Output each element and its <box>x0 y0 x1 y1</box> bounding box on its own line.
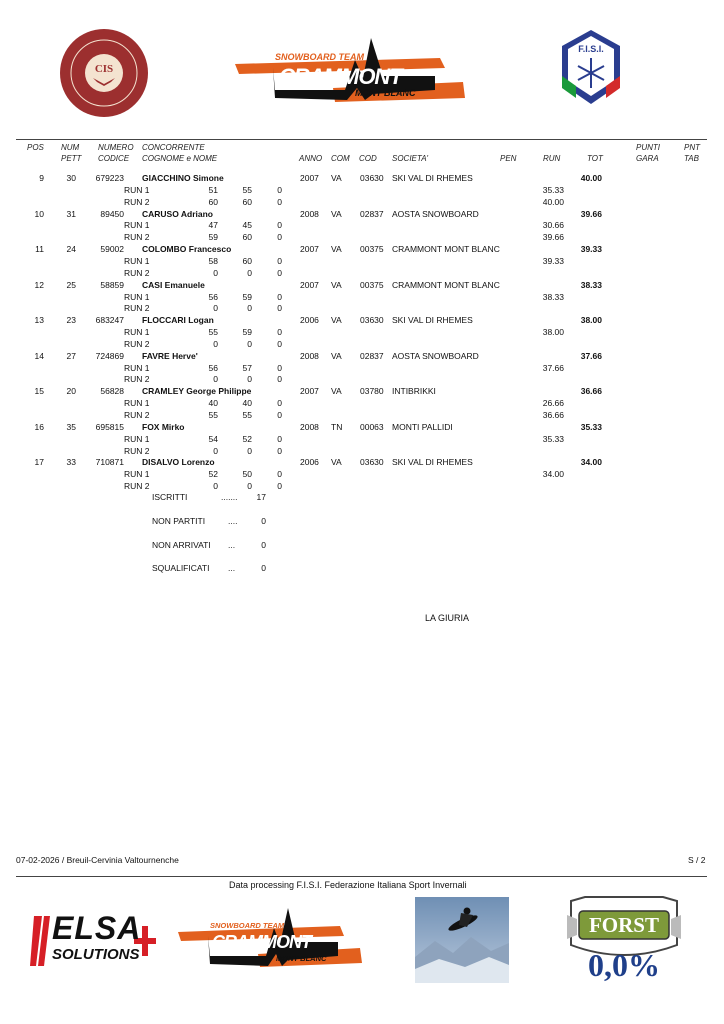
tot-cell: 38.00 <box>580 315 602 326</box>
pos-cell: 9 <box>39 173 44 183</box>
run-score-a: 51 <box>208 184 218 195</box>
forst-zero-text: 0,0% <box>588 947 660 983</box>
anno-cell: 2006 <box>300 457 319 468</box>
elsa-text: ELSA <box>52 910 142 946</box>
forst-text: FORST <box>588 913 659 937</box>
competitor-name: FLOCCARI Logan <box>142 315 214 326</box>
run-score-a: 0 <box>213 481 218 492</box>
col-pnt: PNT <box>684 143 700 152</box>
forst-logo <box>565 895 683 987</box>
pett-cell: 33 <box>66 457 76 468</box>
elsa-solutions-logo <box>30 910 158 972</box>
anno-cell: 2008 <box>300 208 319 219</box>
run-result: 39.66 <box>542 232 564 243</box>
run-label: RUN 2 <box>124 374 150 385</box>
com-cell: VA <box>331 173 342 183</box>
run-score-c: 0 <box>277 398 282 409</box>
run-score-a: 55 <box>208 410 218 420</box>
tot-cell: 34.00 <box>580 457 602 468</box>
crammont-logo-footer <box>178 908 363 970</box>
summary-value: 0 <box>261 563 266 573</box>
competitor-name: COLOMBO Francesco <box>142 244 232 255</box>
cod-cell: 03630 <box>360 315 384 326</box>
run-score-b: 57 <box>242 362 252 373</box>
pett-cell: 25 <box>66 279 76 290</box>
pett-cell: 35 <box>66 421 76 432</box>
run-score-c: 0 <box>277 327 282 338</box>
tot-cell: 38.33 <box>580 279 602 290</box>
summary-value: 0 <box>261 516 266 526</box>
run-score-a: 0 <box>213 303 218 314</box>
competitor-name: CRAMLEY George Philippe <box>142 386 252 397</box>
summary-value: 0 <box>261 540 266 550</box>
pos-cell: 14 <box>34 350 44 361</box>
societa-cell: CRAMMONT MONT BLANC <box>392 279 500 290</box>
run-score-a: 40 <box>208 398 218 409</box>
run-label: RUN 1 <box>124 362 150 373</box>
societa-cell: SKI VAL DI RHEMES <box>392 173 473 183</box>
com-cell: VA <box>331 457 342 468</box>
run-result: 34.00 <box>542 469 564 480</box>
run-label: RUN 2 <box>124 338 150 349</box>
cod-cell: 03630 <box>360 173 384 183</box>
run-score-b: 0 <box>247 445 252 456</box>
run-score-a: 52 <box>208 469 218 480</box>
pos-cell: 12 <box>34 279 44 290</box>
run-score-b: 55 <box>242 410 252 420</box>
run-score-b: 0 <box>247 338 252 349</box>
codice-cell: 679223 <box>95 173 124 183</box>
competitor-name: CARUSO Adriano <box>142 208 213 219</box>
crammont-bottom-text: MONT BLANC <box>355 88 416 98</box>
summary-dots: ... <box>228 540 236 550</box>
run-label: RUN 1 <box>124 433 150 444</box>
codice-cell: 683247 <box>95 315 124 326</box>
com-cell: VA <box>331 315 342 326</box>
anno-cell: 2008 <box>300 350 319 361</box>
tot-cell: 36.66 <box>580 386 602 397</box>
solutions-text: SOLUTIONS <box>52 946 140 963</box>
tot-cell: 39.33 <box>580 244 602 255</box>
run-score-a: 47 <box>208 220 218 231</box>
run-label: RUN 1 <box>124 327 150 338</box>
run-score-c: 0 <box>277 303 282 314</box>
codice-cell: 59002 <box>100 244 124 255</box>
snowboarder-photo <box>415 897 509 983</box>
run-label: RUN 1 <box>124 469 150 480</box>
run-score-c: 0 <box>277 255 282 266</box>
giuria-label: LA GIURIA <box>425 613 470 623</box>
col-com: COM <box>331 154 350 163</box>
pett-cell: 30 <box>66 173 76 183</box>
societa-cell: AOSTA SNOWBOARD <box>392 208 479 219</box>
run-score-b: 50 <box>242 469 252 480</box>
run-score-b: 0 <box>247 303 252 314</box>
pos-cell: 11 <box>35 244 44 255</box>
societa-cell: CRAMMONT MONT BLANC <box>392 244 500 255</box>
run-result: 40.00 <box>542 196 564 207</box>
run-score-b: 40 <box>242 398 252 409</box>
com-cell: TN <box>331 421 343 432</box>
competitor-name: GIACCHINO Simone <box>142 173 224 183</box>
run-result: 36.66 <box>542 410 564 420</box>
run-score-c: 0 <box>277 481 282 492</box>
run-score-b: 59 <box>242 291 252 302</box>
col-pen: PEN <box>500 154 517 163</box>
col-run: RUN <box>543 154 561 163</box>
run-score-a: 0 <box>213 374 218 385</box>
run-label: RUN 1 <box>124 184 150 195</box>
anno-cell: 2007 <box>300 386 319 397</box>
crammont-footer-main: CRAMMONT <box>212 932 311 952</box>
crammont-footer-top: SNOWBOARD TEAM <box>210 921 285 930</box>
summary-label: NON ARRIVATI <box>152 540 211 550</box>
run-score-c: 0 <box>277 445 282 456</box>
cod-cell: 00063 <box>360 421 384 432</box>
col-num: NUM <box>61 143 80 152</box>
codice-cell: 710871 <box>95 457 124 468</box>
col-pett: PETT <box>61 154 82 163</box>
run-score-c: 0 <box>277 374 282 385</box>
run-label: RUN 2 <box>124 196 150 207</box>
summary-label: NON PARTITI <box>152 516 206 526</box>
footer-rule <box>16 876 707 877</box>
cod-cell: 03780 <box>360 386 384 397</box>
com-cell: VA <box>331 244 342 255</box>
anno-cell: 2007 <box>300 279 319 290</box>
codice-cell: 56828 <box>100 386 124 397</box>
run-score-c: 0 <box>277 184 282 195</box>
col-concorrente: CONCORRENTE <box>142 143 205 152</box>
run-score-c: 0 <box>277 338 282 349</box>
run-score-c: 0 <box>277 220 282 231</box>
pett-cell: 27 <box>66 350 76 361</box>
com-cell: VA <box>331 208 342 219</box>
run-score-b: 59 <box>242 327 252 338</box>
run-label: RUN 1 <box>124 220 150 231</box>
cod-cell: 00375 <box>360 279 384 290</box>
pos-cell: 10 <box>34 208 44 219</box>
run-score-a: 0 <box>213 267 218 278</box>
summary-value: 17 <box>256 492 266 502</box>
pett-cell: 24 <box>66 244 76 255</box>
run-score-a: 0 <box>213 338 218 349</box>
cod-cell: 03630 <box>360 457 384 468</box>
codice-cell: 695815 <box>95 421 124 432</box>
col-cod: COD <box>359 154 377 163</box>
run-score-c: 0 <box>277 469 282 480</box>
col-pos: POS <box>27 143 44 152</box>
run-score-a: 59 <box>208 232 218 243</box>
tot-cell: 37.66 <box>580 350 602 361</box>
footer-page: S / 2 <box>688 855 706 865</box>
footer-processing: Data processing F.I.S.I. Federazione Italiana Sport Invernali <box>229 880 467 890</box>
run-score-a: 58 <box>208 255 218 266</box>
run-score-c: 0 <box>277 291 282 302</box>
run-label: RUN 2 <box>124 445 150 456</box>
run-label: RUN 1 <box>124 291 150 302</box>
pett-cell: 23 <box>66 315 76 326</box>
col-tab: TAB <box>684 154 699 163</box>
run-score-b: 60 <box>242 255 252 266</box>
run-result: 37.66 <box>542 362 564 373</box>
run-score-b: 45 <box>242 220 252 231</box>
codice-cell: 89450 <box>100 208 124 219</box>
cod-cell: 00375 <box>360 244 384 255</box>
col-tot: TOT <box>587 154 603 163</box>
run-result: 38.33 <box>542 291 564 302</box>
com-cell: VA <box>331 386 342 397</box>
run-score-b: 60 <box>242 232 252 243</box>
run-score-a: 60 <box>208 196 218 207</box>
societa-cell: INTIBRIKKI <box>392 386 436 397</box>
tot-cell: 35.33 <box>580 421 602 432</box>
anno-cell: 2008 <box>300 421 319 432</box>
competitor-name: CASI Emanuele <box>142 279 205 290</box>
pos-cell: 16 <box>34 421 44 432</box>
com-cell: VA <box>331 350 342 361</box>
crammont-main-text: CRAMMONT <box>279 64 402 89</box>
tot-cell: 39.66 <box>580 208 602 219</box>
cod-cell: 02837 <box>360 208 384 219</box>
summary-label: SQUALIFICATI <box>152 563 210 573</box>
pos-cell: 17 <box>34 457 44 468</box>
run-score-c: 0 <box>277 196 282 207</box>
run-score-b: 0 <box>247 481 252 492</box>
run-score-a: 0 <box>213 445 218 456</box>
societa-cell: MONTI PALLIDI <box>392 421 453 432</box>
run-score-a: 54 <box>208 433 218 444</box>
crammont-top-text: SNOWBOARD TEAM <box>275 52 364 62</box>
col-cognome-nome: COGNOME e NOME <box>142 154 218 163</box>
run-score-c: 0 <box>277 362 282 373</box>
summary-dots: ... <box>228 563 236 573</box>
footer-date-place: 07-02-2026 / Breuil-Cervinia Valtournenche <box>16 855 179 865</box>
col-anno: ANNO <box>299 154 323 163</box>
run-label: RUN 2 <box>124 481 150 492</box>
run-score-a: 56 <box>208 362 218 373</box>
codice-cell: 724869 <box>95 350 124 361</box>
summary-dots: ....... <box>221 492 238 502</box>
run-score-b: 60 <box>242 196 252 207</box>
run-result: 38.00 <box>542 327 564 338</box>
cod-cell: 02837 <box>360 350 384 361</box>
col-societa: SOCIETA' <box>392 154 429 163</box>
tot-cell: 40.00 <box>580 173 602 183</box>
run-score-b: 0 <box>247 374 252 385</box>
col-punti: PUNTI <box>636 143 660 152</box>
run-score-b: 52 <box>242 433 252 444</box>
anno-cell: 2007 <box>300 173 319 183</box>
run-result: 35.33 <box>542 184 564 195</box>
anno-cell: 2006 <box>300 315 319 326</box>
run-result: 35.33 <box>542 433 564 444</box>
com-cell: VA <box>331 279 342 290</box>
competitor-name: FOX Mirko <box>142 421 185 432</box>
svg-text:CIS: CIS <box>94 63 114 75</box>
run-label: RUN 1 <box>124 255 150 266</box>
codice-cell: 58859 <box>100 279 124 290</box>
pos-cell: 15 <box>34 386 44 397</box>
run-label: RUN 2 <box>124 303 150 314</box>
societa-cell: SKI VAL DI RHEMES <box>392 457 473 468</box>
run-score-a: 56 <box>208 291 218 302</box>
summary-dots: .... <box>228 516 238 526</box>
run-result: 39.33 <box>542 255 564 266</box>
run-label: RUN 2 <box>124 267 150 278</box>
run-score-c: 0 <box>277 232 282 243</box>
run-score-c: 0 <box>277 267 282 278</box>
run-label: RUN 2 <box>124 232 150 243</box>
col-codice: CODICE <box>98 154 130 163</box>
run-score-c: 0 <box>277 433 282 444</box>
fisi-text: F.I.S.I. <box>578 44 604 54</box>
run-label: RUN 2 <box>124 410 150 420</box>
competitor-name: DISALVO Lorenzo <box>142 457 215 468</box>
crammont-footer-bottom: MONT BLANC <box>276 954 327 963</box>
anno-cell: 2007 <box>300 244 319 255</box>
col-gara: GARA <box>636 154 659 163</box>
results-table <box>0 0 724 500</box>
pos-cell: 13 <box>34 315 44 326</box>
run-score-b: 0 <box>247 267 252 278</box>
societa-cell: SKI VAL DI RHEMES <box>392 315 473 326</box>
pett-cell: 20 <box>66 386 76 397</box>
summary-label: ISCRITTI <box>152 492 188 502</box>
run-label: RUN 1 <box>124 398 150 409</box>
run-result: 30.66 <box>542 220 564 231</box>
societa-cell: AOSTA SNOWBOARD <box>392 350 479 361</box>
run-score-b: 55 <box>242 184 252 195</box>
competitor-name: FAVRE Herve' <box>142 350 198 361</box>
run-score-a: 55 <box>208 327 218 338</box>
pett-cell: 31 <box>66 208 76 219</box>
run-result: 26.66 <box>542 398 564 409</box>
col-numero: NUMERO <box>98 143 134 152</box>
run-score-c: 0 <box>277 410 282 420</box>
